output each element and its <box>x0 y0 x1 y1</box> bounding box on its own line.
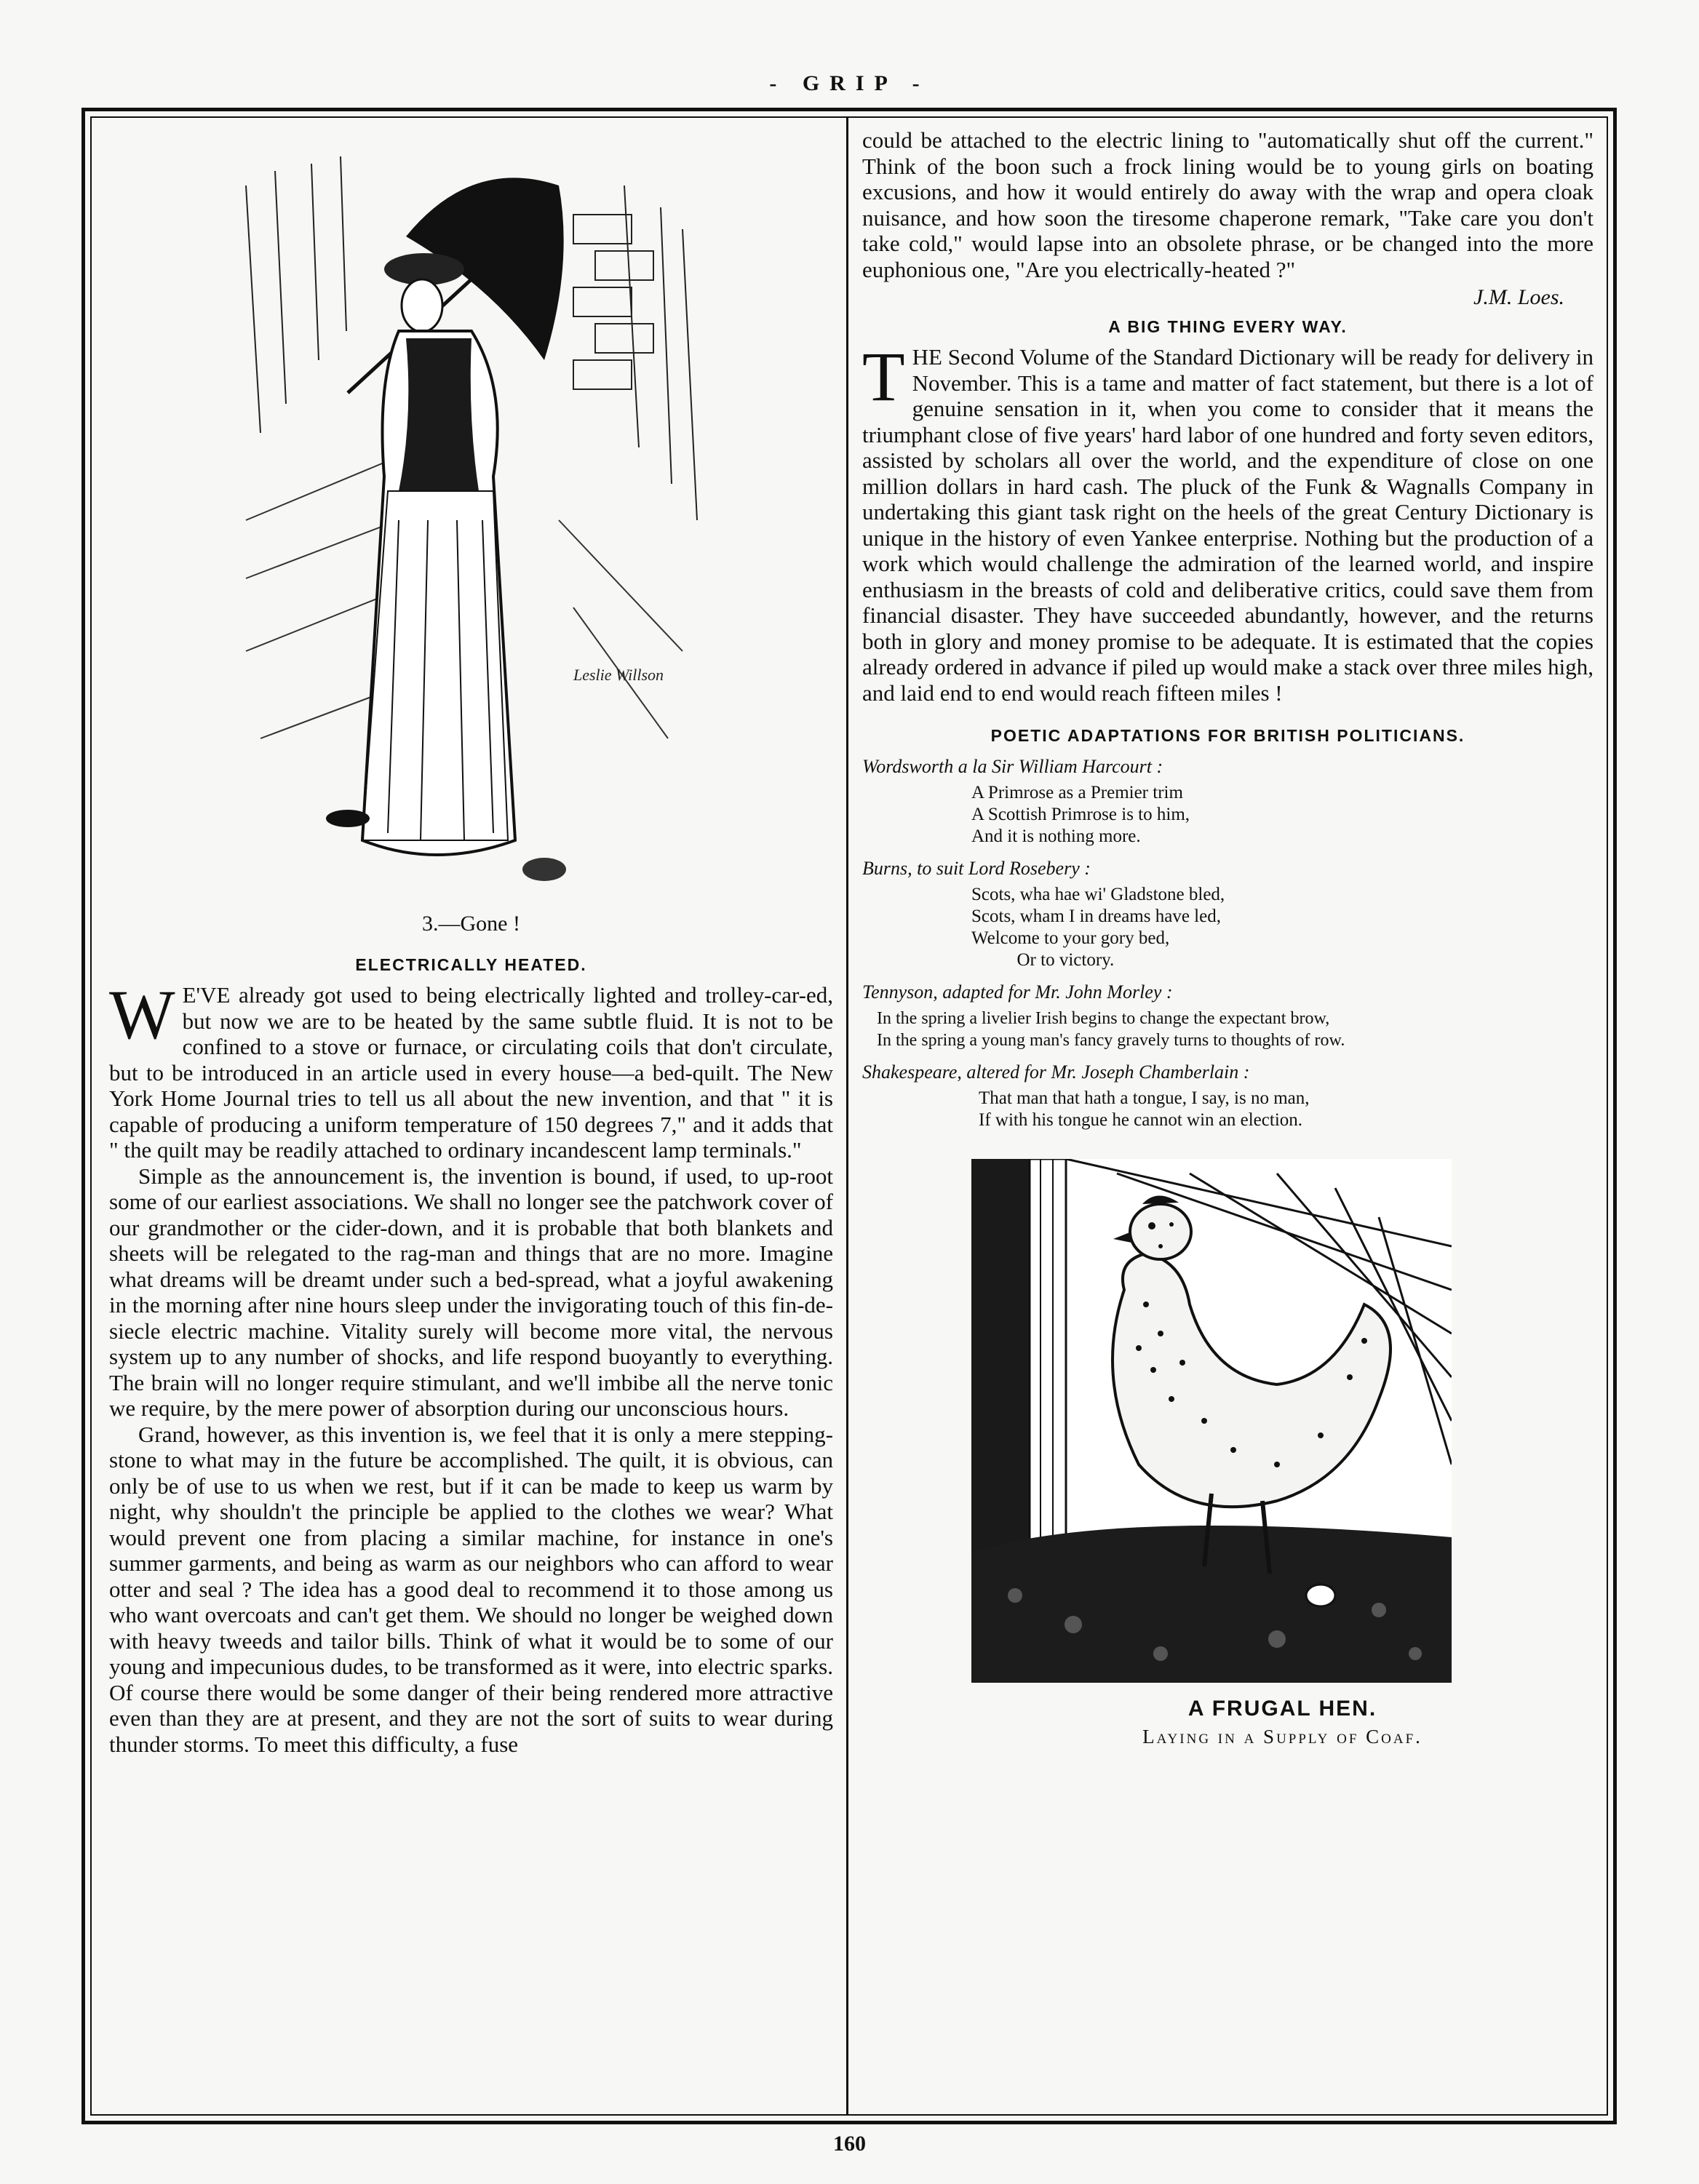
article-title-big-thing: A BIG THING EVERY WAY. <box>1108 317 1348 336</box>
poem-line: Or to victory. <box>971 950 1115 970</box>
poem-intro: Shakespeare, altered for Mr. Joseph Chamberlain : <box>862 1061 1250 1083</box>
figure-caption: 3.—Gone ! <box>422 912 520 936</box>
poem-line: Scots, wha hae wi' Gladstone bled, <box>971 885 1225 904</box>
article-title-electrically-heated: ELECTRICALLY HEATED. <box>355 955 587 974</box>
column-divider <box>846 116 848 2116</box>
poem-lines <box>862 884 1593 971</box>
poem-line: In the spring a young man's fancy gravely turns to thoughts of row. <box>877 1031 1345 1050</box>
poem-lines <box>862 782 1593 848</box>
poem-line: And it is nothing more. <box>971 826 1141 846</box>
paragraph-text: HE Second Volume of the Standard Dictionary will be ready for delivery in November. This is a tame and matter of fact statement, but there is a lot of genuine sensation in it, when you come to consider that it means the triumphant close of five years' hard labor of one hundred and forty seven editors, assisted by scholars all over the world, and the expenditure of close on one million dollars in hard cash. The pluck of the Funk & Wagnalls Company in undertaking this giant task right on the heels of the great Century Dictionary is unique in the history of even Yankee enterprise. Nothing but the production of a work which would challenge the admiration of the learned world, and inspire enthusiasm in the breasts of cold and deliberative critics, could save them from financial disaster. They have succeeded abundantly, however, and the returns both in glory and money promise to be adequate. It is estimated that the copies already ordered in advance if piled up would make a stack over three miles high, and laid end to end would reach fifteen miles ! <box>862 344 1593 706</box>
article-paragraph <box>862 338 1593 706</box>
right-column <box>862 127 1593 1748</box>
frugal-hen-illustration <box>971 1159 1593 1748</box>
woman-umbrella-illustration <box>231 142 712 898</box>
article-paragraph: Grand, however, as this invention is, we feel that it is only a mere stepping-stone to what may in the future be accomplished. The quilt, it is obvious, can only be of use to us when we rest, but if it can be made to keep us warm by night, why shouldn't the principle be applied to the clothes we wear? What would prevent one from placing a similar machine, for instance in one's summer garments, and being as warm as our neighbors who can afford to wear otter and seal ? The idea has a good deal to recommend it to those among us who want overcoats and can't get them. We should no longer be weighed down with heavy tweeds and tailor bills. Think of what it would be to some of our young and impecunious dudes, to be transformed as it were, into electric sparks. Of course there would be some danger of their being rendered more attractive even than they are at present, and they are not the sort of suits to wear during thunder storms. To meet this difficulty, a fuse <box>109 1421 833 1757</box>
poem-line: In the spring a livelier Irish begins to change the expectant brow, <box>877 1009 1330 1028</box>
poem-intro: Wordsworth a la Sir William Harcourt : <box>862 756 1163 777</box>
poem-intro: Tennyson, adapted for Mr. John Morley : <box>862 981 1173 1003</box>
masthead: - GRIP - <box>769 71 930 95</box>
poem-block <box>862 981 1593 1051</box>
article-title-poetic-adaptations: POETIC ADAPTATIONS FOR BRITISH POLITICIANS. <box>990 726 1465 745</box>
poem-lines <box>862 1088 1593 1131</box>
poem-lines <box>862 1008 1593 1051</box>
poem-line: That man that hath a tongue, I say, is no man, <box>979 1088 1310 1108</box>
page-number: 160 <box>833 2132 866 2156</box>
illustration-signature: Leslie Willson <box>573 666 664 684</box>
article-paragraph: Simple as the announcement is, the invention is bound, if used, to up-root some of our earliest associations. We shall no longer see the patchwork cover of our grandmother or the cider-down, and it is probable that both blankets and sheets will be relegated to the rag-man and things that are no more. Imagine what dreams will be dreamt under such a bed-spread, what a joyful awakening in the morning after nine hours sleep under the invigorating touch of this fin-de-siecle electric machine. Vitality surely will become more vital, the nervous system up to any number of shocks, and life respond buoyantly to everything. The brain will no longer require stimulant, and we'll imbibe all the nerve tonic we require, by the mere power of absorption during our unconscious hours. <box>109 1163 833 1421</box>
poem-line: A Primrose as a Premier trim <box>971 783 1183 802</box>
poem-block <box>862 858 1593 971</box>
author-signature: J.M. Loes. <box>1473 285 1564 309</box>
poem-line: If with his tongue he cannot win an election. <box>979 1110 1303 1130</box>
poem-block <box>862 1061 1593 1131</box>
left-column <box>109 127 833 1757</box>
poem-line: Scots, wham I in dreams have led, <box>971 906 1221 926</box>
hen-cartoon-subtitle: Laying in a Supply of Coaf. <box>1142 1726 1423 1747</box>
article-continuation: could be attached to the electric lining to "automatically shut off the current." Think of the boon such a frock lining would be to young girls on boating excusions, and how it would entirely do away with the wrap and opera cloak nuisance, and how soon the tiresome chaperone remark, "Take care you don't take cold," would lapse into an obsolete phrase, or be changed into the more euphonious one, "Are you electrically-heated ?" <box>862 127 1593 282</box>
drop-cap: W <box>109 976 175 1053</box>
poem-block <box>862 756 1593 848</box>
poem-line: A Scottish Primrose is to him, <box>971 805 1190 824</box>
drop-cap: T <box>862 338 905 415</box>
poem-line: Welcome to your gory bed, <box>971 928 1170 948</box>
poem-intro: Burns, to suit Lord Rosebery : <box>862 858 1091 879</box>
hen-cartoon-title: A FRUGAL HEN. <box>1187 1697 1377 1721</box>
paragraph-text: E'VE already got used to being electrically lighted and trolley-car-ed, but now we are to be heated by the same subtle fluid. It is not to be confined to a stove or furnace, or circulating coils that don't circulate, but to be introduced in an article used in every house—a bed-quilt. The New York Home Journal tries to tell us all about the new invention, and that " it is capable of producing a uniform temperature of 150 degrees 7," and it adds that " the quilt may be readily attached to ordinary incandescent lamp terminals." <box>109 982 833 1163</box>
article-paragraph <box>109 976 833 1163</box>
